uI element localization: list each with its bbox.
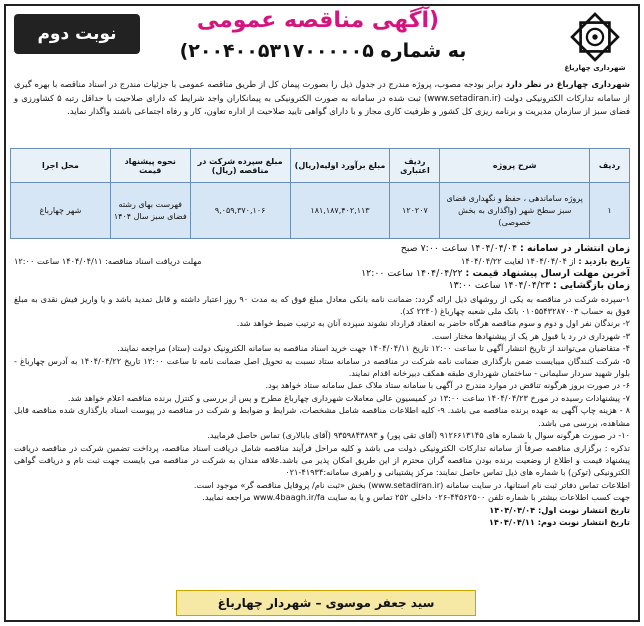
table-header: مبلغ سپرده شرکت در مناقصه (ریال) [190, 149, 290, 183]
clause: ۱-سپرده شرکت در مناقصه به یکی از روشهای ذیل ارائه گردد: ضمانت نامه بانکی معادل مبلغ فوق که به مدت ۹۰ روز اعتبار داشته و قابل تمدید باشد و یا واریز فیش نقدی به مبلغ فوق به حساب ۰۱۰۵۵۴۳۲۸۷۰۰۳ بانک ملی شعبه چهارباغ (۲۲۴۰ کد). [14, 293, 631, 317]
table-cell: ۱ [590, 183, 630, 239]
submit-line: آخرین مهلت ارسال پیشنهاد قیمت : ۱۴۰۴/۰۴/۲۲ ساعت ۱۲:۰۰ [361, 267, 630, 279]
table-cell: پروژه ساماندهی ، حفظ و نگهداری فضای سبز سطح شهر (واگذاری به بخش خصوصی) [440, 183, 590, 239]
table-header: محل اجرا [11, 149, 111, 183]
municipality-logo [560, 10, 630, 78]
table-cell: ۱۲۰۲۰۷ [390, 183, 440, 239]
intro-paragraph [6, 78, 638, 148]
clause: ۳- شهرداری در رد یا قبول هر یک از پیشنهادها مختار است. [431, 330, 630, 341]
clause: ۲- برندگان نفر اول و دوم و سوم مناقصه هرگاه حاضر به انعقاد قرارداد نشوند سپرده آنان به ترتیب ضبط خواهد شد. [236, 318, 630, 329]
second-publication: تاریخ انتشار نوبت دوم: ۱۴۰۴/۰۴/۱۱ [488, 516, 630, 527]
table-row [11, 183, 630, 239]
notice-number: به شماره ۲۰۰۴۰۰۵۳۱۷۰۰۰۰۰۵) [179, 40, 467, 62]
intro-lead: شهرداری چهارباغ در نظر دارد [505, 79, 631, 89]
intro-text: برابر بودجه مصوب، پروژه مندرج در جدول ذیل را بصورت پیمان کل از طریق مناقصه عمومی با جزئیات مندرج در اسناد مناقصه با بهره گیری از سامانه تدارکات الکترونیکی دولت (www.setadiran.ir) ثبت شده در سامانه به صورت الکترونیکی به پیمانکاران واجد شرایط که دارای صلاحیت با حداقل رتبه ۵ کشاورزی و فضای سبز از سازمان مدیریت و برنامه ریزی کل کشور و ظرفیت کاری مجاز و با دارای گواهی تایید صلاحیت از اداره تعاون، کار و رفاه اجتماعی باشند واگذار نماید. [14, 79, 630, 117]
notice-title: (آگهی مناقصه عمومی [196, 8, 440, 33]
clause: جهت کسب اطلاعات بیشتر با شماره تلفن ۴۴۵۶۲۵۰۰-۰۲۶ داخلی ۲۵۲ تماس و یا به سایت www.4baagh.ir/fa مراجعه نمایید. [202, 492, 630, 503]
visit-line: تاریخ بازدید : از ۱۴۰۴/۰۴/۰۴ لغایت ۱۴۰۴/۰۴/۲۲ مهلت دریافت اسناد مناقصه: ۱۴۰۴/۰۴/۱۱ ساعت ۱۲:۰۰ [14, 256, 630, 267]
project-table [10, 148, 630, 239]
publish-line: زمان انتشار در سامانه : ۱۴۰۴/۰۴/۰۴ ساعت ۷:۰۰ صبح [400, 243, 630, 254]
notice-body [6, 239, 638, 528]
table-header: شرح پروژه [440, 149, 590, 183]
doc-deadline: مهلت دریافت اسناد مناقصه: ۱۴۰۴/۰۴/۱۱ ساعت ۱۲:۰۰ [14, 256, 202, 267]
table-cell: ۹,۰۵۹,۳۷۰,۱۰۶ [190, 183, 290, 239]
clause: اطلاعات تماس دفاتر ثبت نام استانها، در سایت سامانه (www.setadiran.ir) بخش «ثبت نام/ پروفایل مناقصه گر» موجود است. [193, 479, 630, 490]
clause: ۸ - هزینه چاپ آگهی به عهده برنده مناقصه می باشد. ۹- کلیه اطلاعات مناقصه شامل مشخصات، شرایط و ضوابط و شرکت در مناقصه در پیوست اسناد بارگذاری شده مناقصه قابل مشاهده، بررسی می باشد. [14, 405, 630, 428]
emblem-icon [568, 10, 622, 64]
table-cell: ۱۸۱,۱۸۷,۴۰۲,۱۱۳ [290, 183, 390, 239]
table-header-row [11, 149, 630, 183]
clause: ۶- در صورت بروز هرگونه تناقض در موارد مندرج در آگهی با سامانه ستاد ملاک عمل سامانه ستاد خواهد بود. [265, 380, 630, 391]
tender-notice [4, 4, 640, 622]
table-header: مبلغ برآورد اولیه(ریال) [290, 149, 390, 183]
clause: ۷- پیشنهادات رسیده در مورخ ۱۴۰۴/۰۴/۲۳ ساعت ۱۳:۰۰ در کمیسیون عالی معاملات شهرداری چهارباغ مطرح و پس از بررسی و کنترل برنده مناقصه اعلام خواهد شد. [67, 392, 630, 403]
table-cell: فهرست بهای رشته فضای سبز سال ۱۴۰۴ [110, 183, 190, 239]
clause: ۱۰- در صورت هرگونه سوال با شماره های ۹۱۲۶۶۱۳۱۴۵ (آقای تقی پور) و ۹۳۵۹۸۴۳۸۹۳ (آقای بابالاری) تماس حاصل فرمایید. [207, 430, 630, 441]
clause: تذکره : برگزاری مناقصه صرفاً از سامانه تدارکات الکترونیکی دولت می باشد و کلیه مراحل فرآیند مناقصه شامل دریافت اسناد مناقصه، پرداخت تضمین شرکت در مناقصه دریافت پیشنهاد قیمت و اطلاع از وضعیت برنده بودن مناقصه گران محترم از این طریق امکان پذیر می باشد.علاقه مندان به شرکت در مناقصه می بایست جهت ثبت نام و دریافت گواهی الکترونیکی (توکن) با شماره های ذیل تماس حاصل نمایند: مرکز پشتیبانی و راهبری سامانه:۴۱۹۳۴-۰۲۱ [14, 442, 630, 478]
first-publication: تاریخ انتشار نوبت اول: ۱۴۰۴/۰۴/۰۴ [489, 504, 630, 515]
table-header: ردیف [590, 149, 630, 183]
clause: ۵- شرکت کنندگان میبایست ضمن بارگذاری ضمانت نامه شرکت در مناقصه در سامانه ستاد نسبت به تحویل اصل ضمانت نامه تا ساعت ۱۲:۰۰ تاریخ ۱۴۰۴/۰۴/۲۲ به آدرس چهارباغ - بلوار شهید سردار سلیمانی - ساختمان شهرداری طبقه همکف دبیرخانه اقدام نمایند. [14, 355, 630, 379]
signature-banner: سید جعفر موسوی – شهردار چهارباغ [176, 590, 476, 616]
table-cell: شهر چهارباغ [11, 183, 111, 239]
round-badge: نوبت دوم [14, 14, 140, 54]
logo-caption: شهرداری چهارباغ [564, 64, 626, 72]
table-header: نحوه پیشنهاد قیمت [110, 149, 190, 183]
clause: ۴- متقاضیان می‌توانند از تاریخ انتشار آگهی تا ساعت ۱۲:۰۰ تاریخ ۱۴۰۴/۰۴/۱۱ جهت خرید اسناد مناقصه به سامانه الکترونیک دولت (ستاد) مراجعه نمایند. [117, 343, 630, 354]
table-header: ردیف اعتباری [390, 149, 440, 183]
open-line: زمان بازگشایی : ۱۴۰۴/۰۴/۲۳ ساعت ۱۳:۰۰ [448, 280, 630, 292]
notice-header [6, 6, 638, 78]
